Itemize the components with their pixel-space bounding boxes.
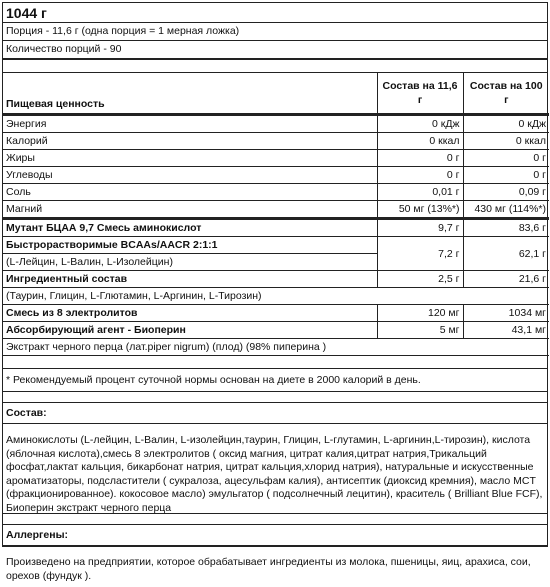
blend-serving: 5 мг: [377, 322, 463, 339]
table-row: [3, 237, 549, 254]
nutrient-100g: 0,09 г: [463, 184, 549, 201]
blend-name: Ингредиентный состав: [3, 271, 377, 288]
table-row: [3, 322, 549, 339]
serving-size: Порция - 11,6 г (одна порция = 1 мерная ложка): [3, 23, 547, 41]
col-serving-header: Состав на 11,6 г: [377, 73, 463, 115]
table-row: [3, 219, 549, 237]
blend-serving: 2,5 г: [377, 271, 463, 288]
blend-serving: 9,7 г: [377, 219, 463, 237]
blend-100g: 43,1 мг: [463, 322, 549, 339]
table-row: [3, 305, 549, 322]
allergens-text: Произведено на предприятии, которое обрабатывает ингредиенты из молока, пшеницы, яиц, арахиса, сои, орехов (фундук ).: [6, 556, 531, 582]
blend-serving: 7,2 г: [377, 237, 463, 271]
nutrient-serving: 0 г: [377, 167, 463, 184]
nutrient-serving: 50 мг (13%*): [377, 201, 463, 219]
allergens-title: Аллергены:: [3, 525, 547, 546]
nutrition-label: [2, 2, 548, 582]
table-row: [3, 339, 549, 356]
blend-name: Абсорбирующий агент - Биоперин: [3, 322, 377, 339]
nutrient-serving: 0 кДж: [377, 115, 463, 133]
blend-100g: 62,1 г: [463, 237, 549, 271]
nutrition-table: [3, 73, 549, 356]
table-header-row: [3, 73, 549, 115]
blend-sub: (Таурин, Глицин, L-Глютамин, L-Аргинин, L-Тирозин): [3, 288, 549, 305]
spacer: [3, 424, 547, 432]
nutrient-100g: 430 мг (114%*): [463, 201, 549, 219]
nutrient-serving: 0 ккал: [377, 133, 463, 150]
spacer: [3, 356, 547, 369]
spacer: [3, 392, 547, 403]
blend-sub: (L-Лейцин, L-Валин, L-Изолейцин): [3, 254, 377, 271]
footnote: * Рекомендуемый процент суточной нормы основан на диете в 2000 калорий в день.: [3, 369, 547, 392]
servings-count: Количество порций - 90: [3, 41, 547, 60]
table-row: [3, 288, 549, 305]
col-100g-header: Состав на 100 г: [463, 73, 549, 115]
table-row: [3, 115, 549, 133]
blend-name: Мутант БЦАА 9,7 Смесь аминокислот: [3, 219, 377, 237]
composition-title: Состав:: [3, 403, 547, 424]
nutrient-name: Энергия: [3, 115, 377, 133]
blend-serving: 120 мг: [377, 305, 463, 322]
blend-name: Смесь из 8 электролитов: [3, 305, 377, 322]
table-row: [3, 201, 549, 219]
table-row: [3, 150, 549, 167]
nutrient-name: Магний: [3, 201, 377, 219]
table-row: [3, 184, 549, 201]
col-name-header: Пищевая ценность: [3, 73, 377, 115]
blend-name: Быстрорастворимые BCAAs/AACR 2:1:1: [3, 237, 377, 254]
nutrient-name: Жиры: [3, 150, 377, 167]
nutrient-name: Углеводы: [3, 167, 377, 184]
table-row: [3, 133, 549, 150]
blend-sub: Экстракт черного перца (лат.piper nigrum) (плод) (98% пиперина ): [3, 339, 549, 356]
table-row: [3, 167, 549, 184]
nutrient-name: Соль: [3, 184, 377, 201]
spacer: [3, 546, 547, 554]
nutrient-100g: 0 г: [463, 167, 549, 184]
nutrient-100g: 0 г: [463, 150, 549, 167]
nutrient-100g: 0 ккал: [463, 133, 549, 150]
nutrient-name: Калорий: [3, 133, 377, 150]
spacer: [3, 60, 547, 73]
blend-100g: 83,6 г: [463, 219, 549, 237]
nutrient-100g: 0 кДж: [463, 115, 549, 133]
nutrient-serving: 0,01 г: [377, 184, 463, 201]
blend-100g: 21,6 г: [463, 271, 549, 288]
blend-100g: 1034 мг: [463, 305, 549, 322]
nutrient-serving: 0 г: [377, 150, 463, 167]
table-row: [3, 271, 549, 288]
net-weight: 1044 г: [3, 3, 547, 23]
composition-text: Аминокислоты (L-лейцин, L-Валин, L-изолейцин,таурин, Глицин, L-глутамин, L-аргинин,L-тирозин), кислота (яблочная кислота),смесь 8 электролитов ( оксид магния, цитрат калия,цитрат натрия,Трикальций фосфат,лактат кальция, бикарбонат натрия, цитрат кальция,хлорид натрия), натуральные и искусственные ароматизаторы, подсластители ( сукралоза, ацесульфам калия), антисептик (диоксид кремния), масло MCT (фракционированное). кокосовое масло) эмульгатор ( подсолнечный лецитин), краситель ( Brilliant Blue FCF), Биоперин экстракт черного перца: [3, 432, 547, 514]
spacer: [3, 514, 547, 525]
